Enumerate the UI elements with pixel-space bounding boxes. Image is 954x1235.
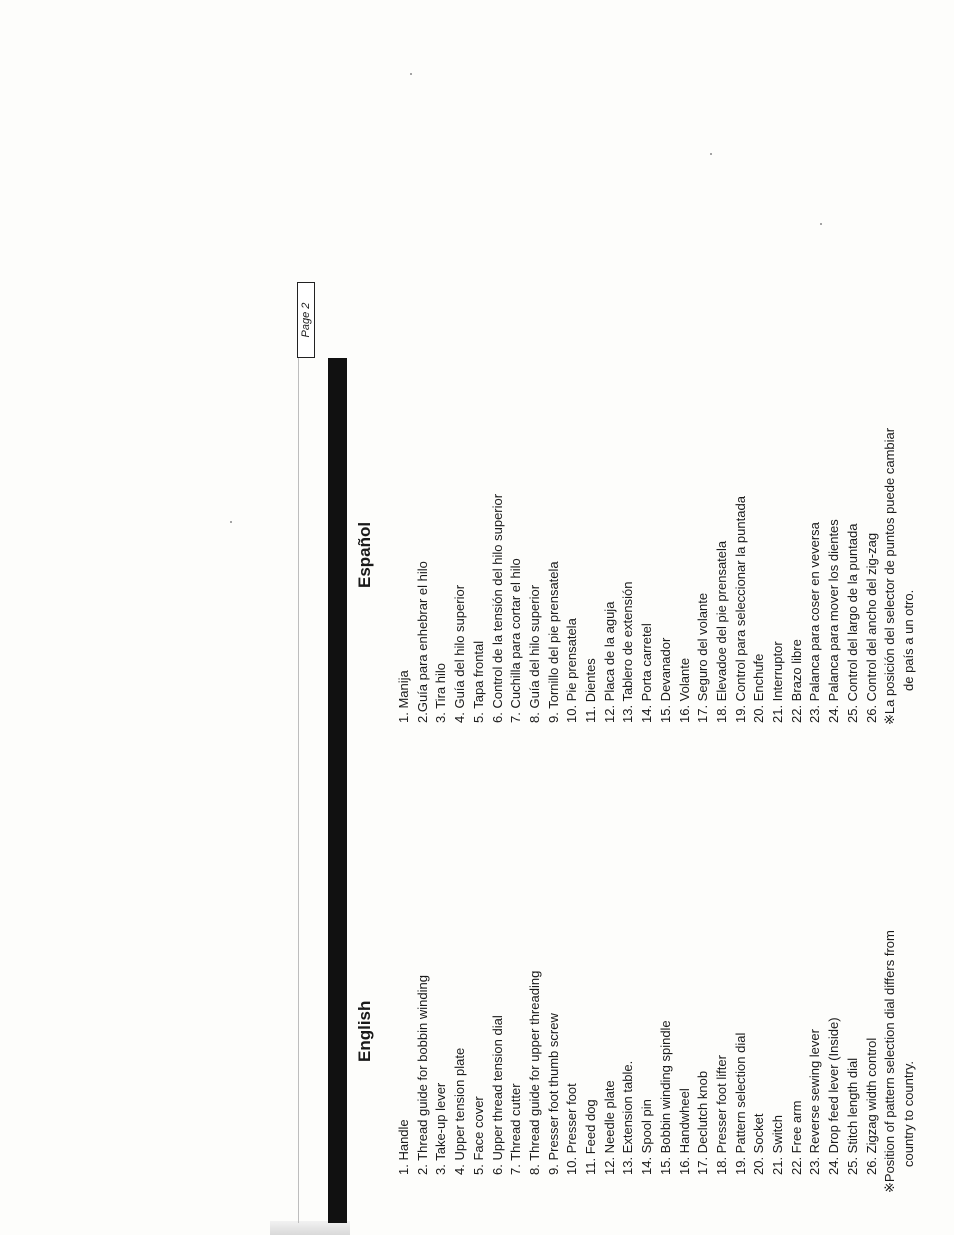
english-part-item: 18. Presser foot lifter <box>713 1055 729 1175</box>
espanol-part-item: 6. Control de la tensión del hilo superior <box>489 493 505 723</box>
espanol-parts-list <box>395 494 881 723</box>
english-part-item: 4. Upper tension plate <box>452 1047 468 1175</box>
espanol-part-item: 21. Interruptor <box>770 641 786 723</box>
espanol-note-line2: de país a un otro. <box>900 589 916 691</box>
english-part-item: 7. Thread cutter <box>508 1083 524 1175</box>
scan-speck <box>710 153 712 155</box>
espanol-part-item: 26. Control del ancho del zig-zag <box>863 532 879 723</box>
english-part-item: 21. Switch <box>770 1115 786 1175</box>
scan-speck <box>230 521 232 523</box>
espanol-part-item: 14. Porta carretel <box>639 623 655 723</box>
espanol-part-item: 15. Devanador <box>657 637 673 723</box>
english-part-item: 25. Stitch length dial <box>844 1057 860 1175</box>
english-part-item: 8. Thread guide for upper threading <box>526 970 542 1175</box>
espanol-part-item: 8. Guía del hilo superior <box>526 584 542 723</box>
espanol-part-item: 25. Control del largo de la puntada <box>844 523 860 723</box>
espanol-part-item: 5. Tapa frontal <box>470 640 486 723</box>
english-part-item: 24. Drop feed lever (Inside) <box>826 1017 842 1175</box>
espanol-part-item: 10. Pie prensatela <box>564 618 580 723</box>
espanol-part-item: 1. Manija <box>396 670 411 723</box>
english-part-item: 3. Take-up lever <box>433 1082 449 1175</box>
espanol-part-item: 3. Tira hilo <box>433 663 449 723</box>
espanol-note <box>881 428 918 725</box>
espanol-part-item: 7. Cuchilla para cortar el hilo <box>508 558 524 723</box>
english-part-item: 15. Bobbin winding spindle <box>657 1020 673 1175</box>
english-part-item: 16. Handwheel <box>676 1088 692 1175</box>
espanol-part-item: 11. Dientes <box>583 658 599 723</box>
espanol-part-item: 22. Brazo libre <box>788 639 804 723</box>
scan-edge-shadow <box>270 1221 350 1235</box>
english-heading: English <box>355 1000 374 1062</box>
english-part-item: 13. Extension table. <box>620 1060 636 1175</box>
english-part-item: 22. Free arm <box>788 1100 804 1175</box>
title-band <box>328 358 347 1223</box>
english-part-item: 20. Socket <box>751 1113 767 1175</box>
espanol-part-item: 9. Tornillo del pie prensatela <box>545 561 561 723</box>
english-part-item: 1. Handle <box>396 1119 411 1175</box>
espanol-part-item: 23. Palanca para coser en veversa <box>807 522 823 723</box>
english-part-item: 19. Pattern selection dial <box>732 1032 748 1175</box>
english-part-item: 17. Declutch knob <box>695 1070 711 1175</box>
english-part-item: 14. Spool pin <box>639 1099 655 1175</box>
english-part-item: 6. Upper thread tension dial <box>489 1015 505 1175</box>
english-part-item: 26. Zigzag width control <box>863 1037 879 1175</box>
espanol-part-item: 19. Control para seleccionar la puntada <box>732 496 748 723</box>
espanol-part-item: 24. Palanca para mover los dientes <box>826 519 842 723</box>
page-number-box: Page 2 <box>297 282 315 358</box>
english-part-item: 5. Face cover <box>470 1096 486 1175</box>
header-rule <box>298 288 299 1223</box>
espanol-part-item: 12. Placa de la aguja <box>601 601 617 723</box>
english-part-item: 2. Thread guide for bobbin winding <box>414 975 430 1175</box>
scan-speck <box>820 223 822 225</box>
english-part-item: 23. Reverse sewing lever <box>807 1029 823 1175</box>
espanol-part-item: 18. Elevadoe del pie prensatela <box>713 540 729 723</box>
english-part-item: 9. Presser foot thumb screw <box>545 1013 561 1175</box>
espanol-part-item: 16. Volante <box>676 657 692 723</box>
english-note <box>881 930 918 1193</box>
espanol-part-item: 17. Seguro del volante <box>695 592 711 723</box>
english-note-line2: country to country. <box>900 1061 916 1167</box>
espanol-part-item: 13. Tablero de extensión <box>620 581 636 723</box>
espanol-part-item: 20. Enchufe <box>751 653 767 723</box>
espanol-part-item: 4. Guía del hilo superior <box>452 584 468 723</box>
espanol-note-line1: ※La posición del selector de puntos puede cambiar <box>882 427 897 725</box>
espanol-part-item: 2.Guía para enhebrar el hilo <box>414 561 430 723</box>
english-parts-list <box>395 971 881 1175</box>
english-part-item: 10. Presser foot <box>564 1083 580 1175</box>
english-part-item: 11. Feed dog <box>583 1099 599 1175</box>
scan-speck <box>410 73 412 75</box>
english-note-line1: ※Position of pattern selection dial differs from <box>882 930 897 1193</box>
espanol-heading: Español <box>355 521 374 588</box>
english-part-item: 12. Needle plate <box>601 1080 617 1175</box>
